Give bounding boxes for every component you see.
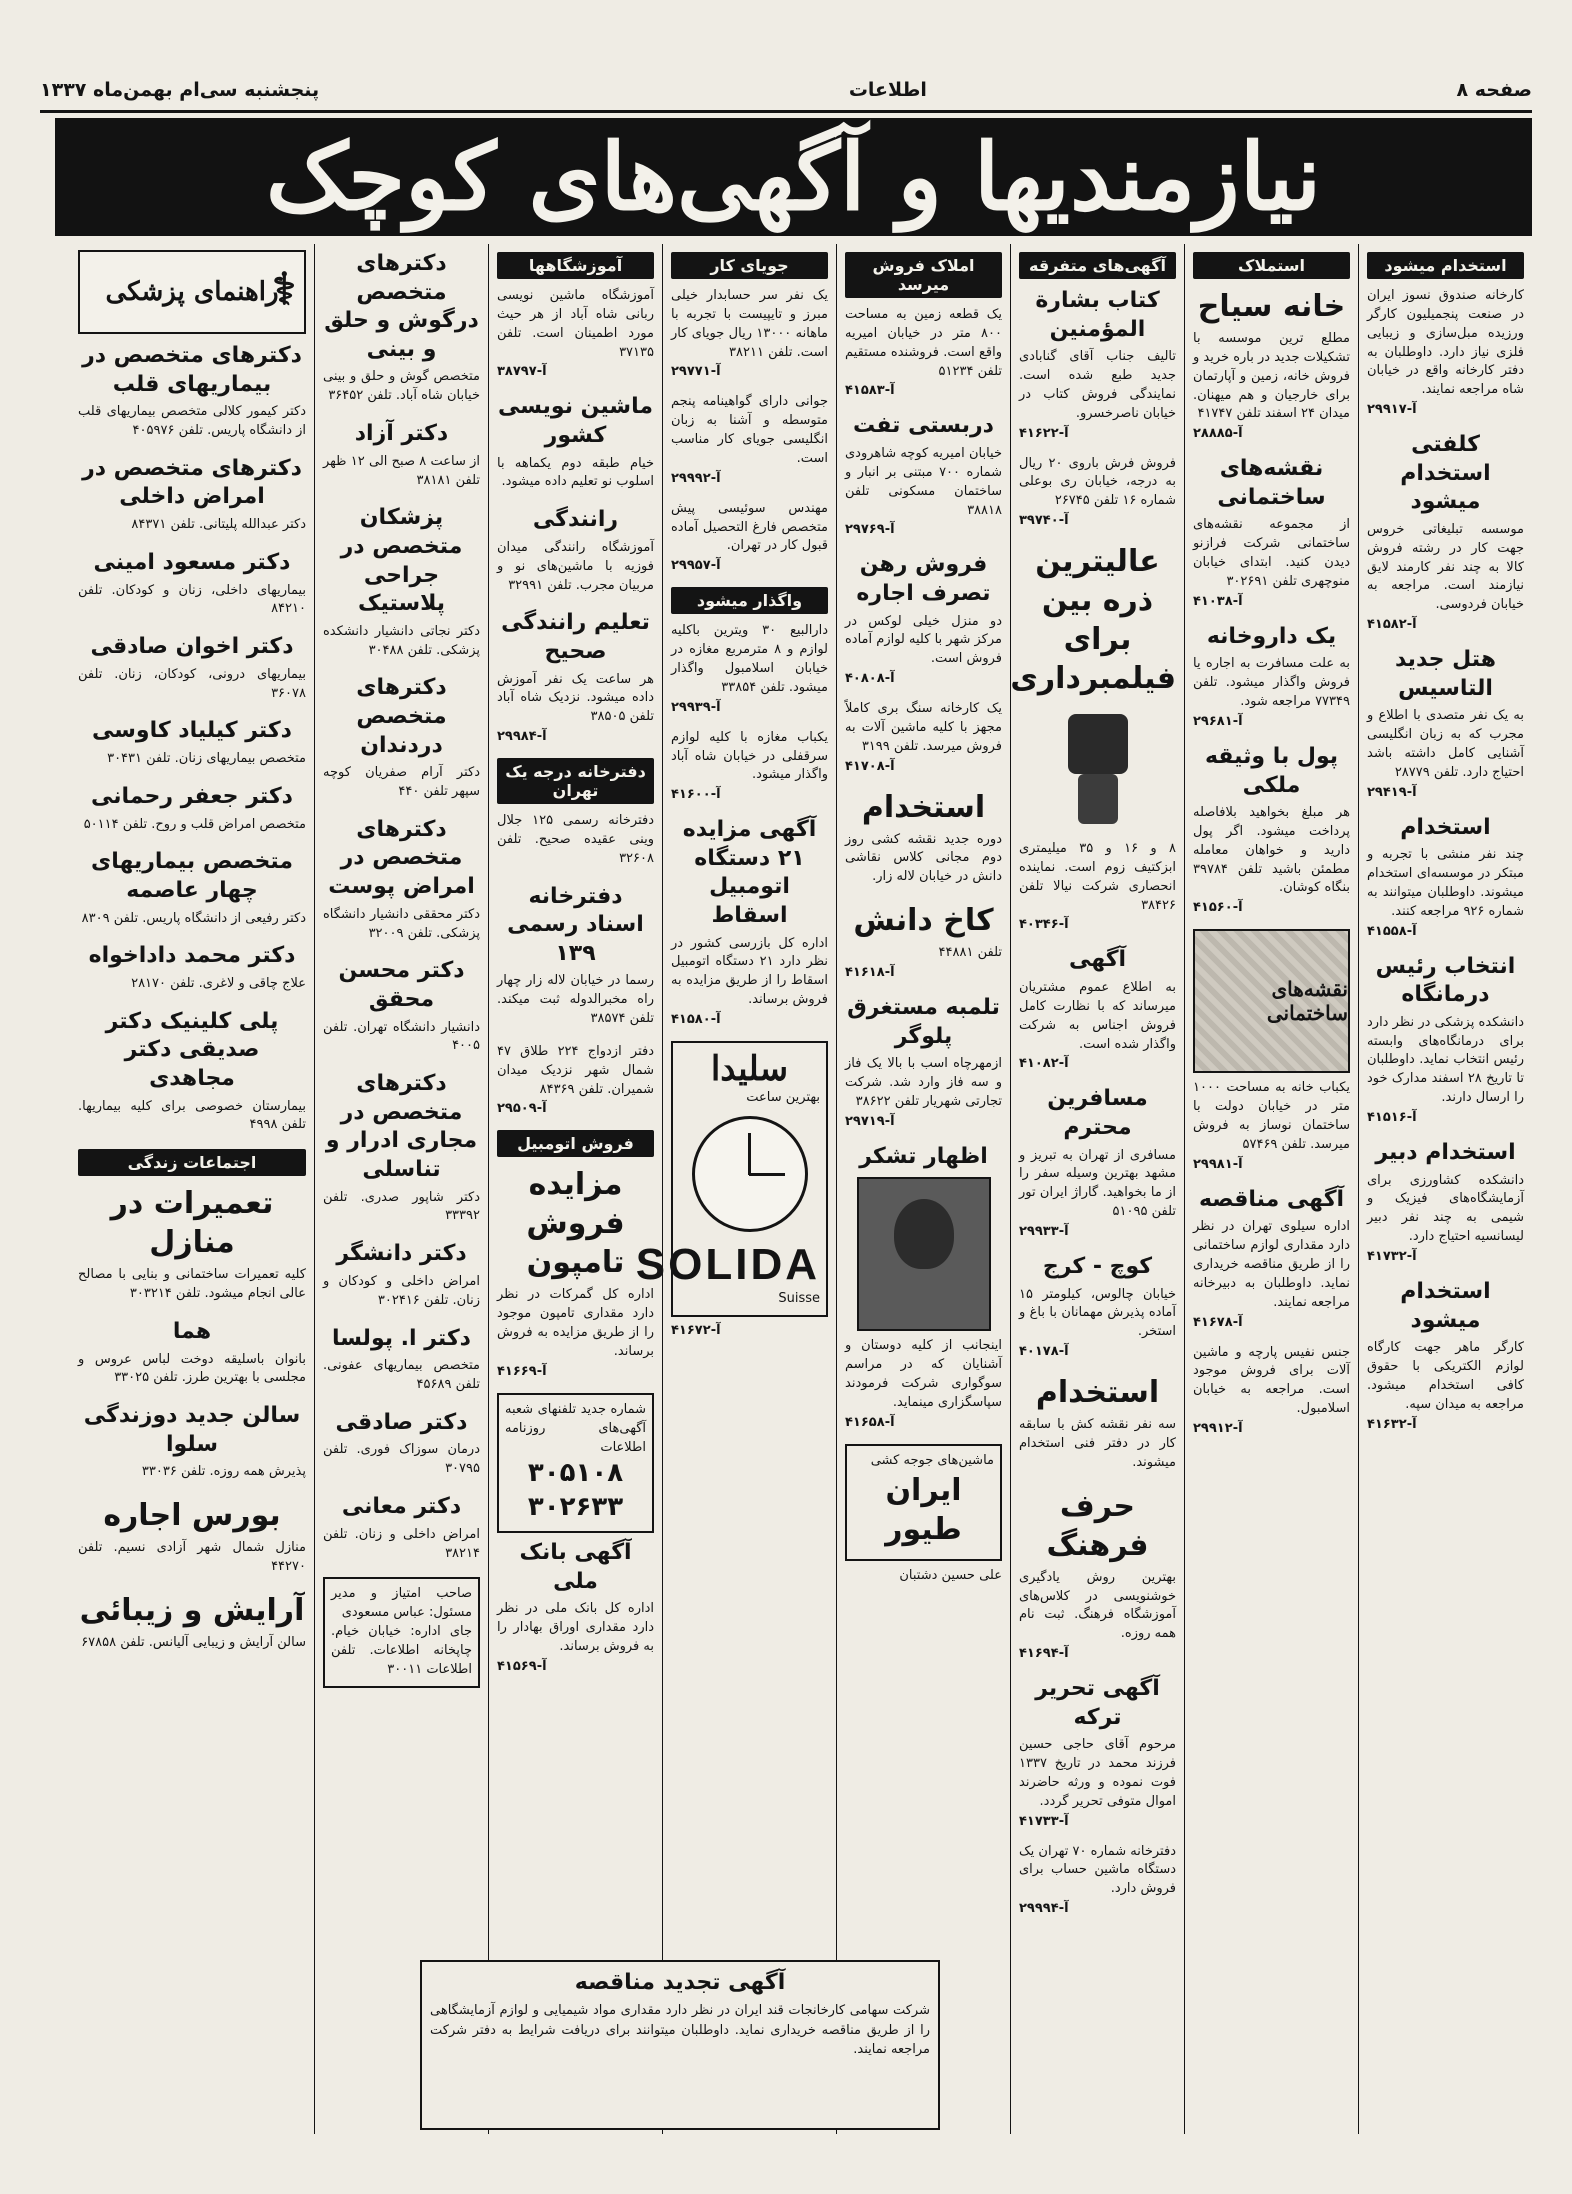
publisher-title: صاحب امتیاز و مدیر مسئول: عباس مسعودی bbox=[331, 1586, 472, 1621]
caduceus-icon: ⚕ bbox=[272, 264, 296, 315]
ad-block bbox=[78, 455, 306, 535]
ad-text: دانشیار دانشگاه تهران. تلفن ۴۰۰۵ bbox=[323, 1019, 480, 1054]
solida-watch-ad bbox=[635, 1041, 828, 1317]
ad-block bbox=[78, 1008, 306, 1135]
poultry-ad bbox=[845, 1444, 1002, 1561]
ad-text: سه نفر نقشه کش با سابقه کار در دفتر فنی استخدام میشوند. bbox=[1019, 1417, 1176, 1470]
ad-text: تالیف جناب آقای گنابادی جدید طبع شده است. نمایندگی فروش کتاب در خیابان ناصرخسرو. bbox=[1019, 349, 1176, 421]
ad-text: دکتر آرام صفریان کوچه سپهر تلفن ۴۴۰ bbox=[323, 765, 480, 800]
ad-block bbox=[1367, 431, 1524, 632]
ad-block bbox=[1367, 953, 1524, 1125]
ad-ref: آ-۳۹۷۴۰ bbox=[1019, 513, 1069, 529]
phone-number: ۳۰۵۱۰۸ bbox=[527, 1458, 624, 1489]
ad-block bbox=[78, 783, 306, 834]
column-1 bbox=[1358, 244, 1532, 2134]
ad-ref: آ-۴۱۵۵۸ bbox=[1367, 923, 1417, 939]
ad-block bbox=[845, 901, 1002, 980]
ad-block bbox=[323, 1325, 480, 1395]
ad-ref: آ-۴۱۵۶۹ bbox=[497, 1658, 547, 1674]
ad-text: اداره کل بانک ملی در نظر دارد مقداری اوراق بهادار را به فروش برساند. bbox=[497, 1601, 654, 1654]
ad-text: فروش فرش باروی ۲۰ ریال به درجه، خیابان ری بوعلی شماره ۱۶ تلفن ۲۶۷۴۵ bbox=[1019, 455, 1177, 509]
ad-title: مزایده فروش تامپون bbox=[526, 1167, 625, 1281]
column-header: آموزشگاهها bbox=[497, 252, 654, 279]
ad-title: عالیترین ذره بین برای فیلمبرداری bbox=[1010, 544, 1176, 697]
ad-block bbox=[1019, 1253, 1176, 1359]
ad-block bbox=[1367, 1139, 1524, 1264]
ad-title: کلفتی استخدام میشود bbox=[1400, 432, 1491, 515]
ad-ref: آ-۴۱۵۱۶ bbox=[1367, 1110, 1417, 1125]
ad-text: به علت مسافرت به اجاره یا فروش واگذار میشود. تلفن ۷۷۳۴۹ مراجعه شود. bbox=[1193, 656, 1350, 710]
ad-title: پزشکان متخصص در جراحی پلاستیک bbox=[340, 505, 463, 617]
ad-title: متخصص بیماریهای چهار عاصمه bbox=[91, 849, 293, 903]
ad-title: تلمبه مستغرق پلوگر bbox=[847, 994, 1000, 1049]
ad-ref: آ-۴۱۰۸۲ bbox=[1019, 1056, 1069, 1072]
ad-ref: آ-۲۹۷۷۱ bbox=[671, 364, 721, 380]
column-4 bbox=[836, 244, 1010, 2134]
ad-block bbox=[1019, 1373, 1176, 1473]
ad-text: موسسه تبلیغاتی خروس جهت کار در رشته فروش کالا به چند نفر کارمند لایق نیازمند است. مراجعه به خیابان فردوسی. bbox=[1367, 521, 1524, 613]
ad-title: دکتر صادقی bbox=[335, 1409, 468, 1435]
ad-title: دکترهای متخصص در امراض پوست bbox=[328, 816, 475, 900]
ad-block bbox=[1019, 946, 1176, 1071]
portrait-photo bbox=[857, 1177, 991, 1331]
ad-block bbox=[671, 816, 828, 1027]
ad-title: آگهی تحریر ترکه bbox=[1035, 1676, 1160, 1730]
ad-text: تلفن ۴۴۸۸۱ bbox=[938, 945, 1002, 961]
page-number: صفحه ۸ bbox=[1456, 79, 1532, 101]
ad-block bbox=[1019, 455, 1176, 529]
ad-text: بیماریهای درونی، کودکان، زنان. تلفن ۳۶۰۷۸ bbox=[78, 666, 306, 701]
ad-block bbox=[497, 1539, 654, 1674]
column-7 bbox=[314, 244, 488, 2134]
ad-text: ۸ و ۱۶ و ۳۵ میلیمتری ابزکتیف زوم است. نماینده انحصاری شرکت نیالا تلفن ۳۸۴۲۶ bbox=[1019, 841, 1176, 913]
ad-text: درمان سوزاک فوری. تلفن ۳۰۷۹۵ bbox=[323, 1442, 480, 1477]
ad-title: ماشین نویسی کشور bbox=[498, 394, 653, 448]
ad-text: دکتر شاپور صدری. تلفن ۳۳۳۹۲ bbox=[323, 1189, 480, 1224]
ad-title: دکتر کیلیاد کاوسی bbox=[92, 718, 292, 744]
poultry-ad-title: ایران طیور bbox=[885, 1472, 962, 1547]
ad-block bbox=[78, 342, 306, 441]
ad-text: دفترخانه شماره ۷۰ تهران یک دستگاه ماشین حساب برای فروش دارد. bbox=[1019, 1843, 1176, 1897]
ad-title: دکتر جعفر رحمانی bbox=[91, 783, 293, 809]
ad-ref: آ-۲۹۹۹۴ bbox=[1019, 1901, 1069, 1917]
ad-text: متخصص بیماریهای زنان. تلفن ۳۰۴۳۱ bbox=[107, 751, 306, 767]
ad-title: پول با وثیقه ملکی bbox=[1204, 743, 1339, 798]
ad-title: استخدام میشود bbox=[1400, 1278, 1491, 1333]
column-header: جویای کار bbox=[671, 252, 828, 279]
column-3 bbox=[1010, 244, 1184, 2134]
ad-ref: آ-۴۱۶۷۸ bbox=[1193, 1314, 1243, 1330]
ad-block bbox=[1019, 1843, 1176, 1917]
ad-text: به اطلاع عموم مشتریان میرساند که با نظارت کامل فروش اجناس به شرکت واگذار شده است. bbox=[1019, 980, 1176, 1052]
ad-columns bbox=[40, 244, 1532, 2134]
ad-block bbox=[78, 1184, 306, 1304]
ad-block bbox=[1193, 455, 1350, 609]
ad-ref: آ-۴۰۳۴۶ bbox=[1019, 917, 1069, 933]
phone-numbers-box bbox=[497, 1393, 654, 1533]
ad-text: هر مبلغ بخواهید بلافاصله پرداخت میشود. اگر پول دارید و خواهان معامله مطمئن باشید تلفن ۳۹۷۸۴ بنگاه کوشان. bbox=[1193, 805, 1350, 896]
ad-ref: آ-۴۱۶۰۰ bbox=[671, 787, 721, 803]
ad-ref: آ-۲۹۹۵۷ bbox=[671, 558, 721, 574]
ad-title: تعمیرات در منازل bbox=[110, 1186, 274, 1261]
ad-ref: آ-۴۱۶۹۴ bbox=[1019, 1646, 1069, 1662]
ad-block bbox=[671, 287, 828, 379]
ad-block bbox=[671, 729, 828, 803]
ad-text: پذیرش همه روزه. تلفن ۳۳۰۳۶ bbox=[141, 1464, 306, 1480]
ad-block bbox=[1367, 646, 1524, 800]
ad-text: مسافری از تهران به تبریز و مشهد بهترین وسیله سفر را از ما بخواهید. گاراژ ایران تور تلفن ۵۱۰۹۵ bbox=[1019, 1147, 1176, 1220]
ad-block bbox=[78, 942, 306, 993]
watch-swiss: Suisse bbox=[778, 1290, 820, 1306]
ad-text: اداره سیلوی تهران در نظر دارد مقداری لوازم ساختمانی را از طریق مناقصه خریداری نماید. داوطلبان به دبیرخانه مراجعه نمایند. bbox=[1193, 1219, 1350, 1310]
ad-text: جنس نفیس پارچه و ماشین آلات برای فروش موجود است. مراجعه به خیابان اسلامبول. bbox=[1193, 1344, 1350, 1417]
ad-block bbox=[671, 393, 828, 485]
poultry-ad-sub: ماشین‌های جوجه کشی bbox=[870, 1452, 994, 1468]
ad-block bbox=[1193, 1344, 1350, 1436]
ad-block bbox=[1010, 542, 1176, 933]
ad-text: بانوان باسلیقه دوخت لباس عروس و مجلسی با بهترین طرز. تلفن ۳۳۰۲۵ bbox=[78, 1351, 306, 1386]
ad-ref: آ-۲۹۹۸۴ bbox=[497, 729, 547, 745]
ad-block bbox=[845, 551, 1002, 686]
ad-text: اداره کل گمرکات در نظر دارد مقداری تامپون موجود را از طریق مزایده به فروش برساند. bbox=[497, 1287, 654, 1359]
ad-text: بیماریهای داخلی، زنان و کودکان. تلفن ۸۴۲۱۰ bbox=[78, 582, 306, 617]
ad-text: مهندس سوئیسی پیش متخصص فارغ التحصیل آماده قبول کار در تهران. bbox=[671, 500, 828, 554]
publisher-text: جای اداره: خیابان خیام. چاپخانه اطلاعات. تلفن اطلاعات ۳۰۰۱۱ bbox=[331, 1624, 472, 1677]
tender-notice bbox=[420, 1960, 940, 2130]
column-header: املاک فروش میرسد bbox=[845, 252, 1002, 298]
column-header: استملاک bbox=[1193, 252, 1350, 279]
ad-text: سالن آرایش و زیبایی آلیانس. تلفن ۶۷۸۵۸ bbox=[81, 1634, 306, 1650]
ad-ref: آ-۴۱۶۶۹ bbox=[497, 1363, 547, 1379]
ad-text: چند نفر منشی با تجربه و مبتکر در موسسه‌ای استخدام میشوند. داوطلبان میتوانند به شماره ۹۲۶ مراجعه کنند. bbox=[1367, 847, 1524, 919]
ad-ref: آ-۲۹۹۸۱ bbox=[1193, 1156, 1243, 1172]
ad-block bbox=[497, 506, 654, 595]
ad-text: متخصص امراض قلب و روح. تلفن ۵۰۱۱۴ bbox=[83, 816, 306, 832]
ad-text: متخصص گوش و حلق و بینی خیابان شاه آباد. تلفن ۳۶۴۵۲ bbox=[323, 369, 480, 404]
ad-title: آگهی مناقصه bbox=[1198, 1186, 1345, 1212]
ad-title: انتخاب رئیس درمانگاه bbox=[1375, 953, 1516, 1008]
column-header: استخدام میشود bbox=[1367, 252, 1524, 279]
ad-block bbox=[1193, 1079, 1350, 1171]
ad-text: دفترخانه رسمی ۱۲۵ جلال وینی عقیده صحیح. تلفن ۳۲۶۰۸ bbox=[497, 813, 654, 866]
ad-text: دارالبیع ۳۰ ویترین باکلیه لوازم و ۸ مترمربع مغازه در خیابان اسلامبول واگذار میشود. تلفن ۳۳۸۵۴ bbox=[671, 623, 828, 695]
ad-title: آگهی bbox=[1068, 947, 1127, 973]
ad-block bbox=[323, 1240, 480, 1310]
ad-title: اظهار تشکر bbox=[859, 1143, 988, 1169]
ad-text: بیمارستان خصوصی برای کلیه بیماریها. تلفن ۴۹۹۸ bbox=[78, 1098, 306, 1133]
ad-block bbox=[323, 816, 480, 943]
publisher-box bbox=[323, 1577, 480, 1687]
ad-ref: آ-۲۹۹۳۳ bbox=[1019, 1224, 1069, 1239]
ad-text: کلیه تعمیرات ساختمانی و بنایی با مصالح عالی انجام میشود. تلفن ۳۰۳۲۱۴ bbox=[78, 1267, 306, 1302]
medical-guide-banner bbox=[78, 250, 306, 334]
ad-block bbox=[497, 1165, 654, 1378]
ad-block bbox=[323, 957, 480, 1056]
ad-block bbox=[78, 848, 306, 928]
ad-block bbox=[78, 1402, 306, 1482]
ad-text: اینجانب از کلیه دوستان و آشنایان که در مراسم سوگواری شرکت فرمودند سپاسگزاری مینماید. bbox=[845, 1338, 1002, 1410]
ad-ref: آ-۴۱۵۸۰ bbox=[671, 1011, 721, 1027]
ad-block bbox=[1193, 743, 1350, 915]
ad-ref: آ-۲۹۵۰۹ bbox=[497, 1101, 547, 1117]
ad-title: استخدام bbox=[861, 789, 986, 825]
ad-text: مرحوم آقای حاجی حسین فرزند محمد در تاریخ ۱۳۳۷ فوت نموده و ورثه حاضرند اموال متوفی تحریر گردد. bbox=[1019, 1737, 1176, 1809]
paper-name: اطلاعات bbox=[848, 79, 927, 101]
ad-block bbox=[78, 549, 306, 619]
ad-title: سالن جدید دوزندگی سلوا bbox=[83, 1403, 301, 1457]
column-subheader: دفترخانه درجه یک تهران bbox=[497, 758, 654, 804]
ad-block bbox=[323, 1493, 480, 1563]
ad-block bbox=[497, 883, 654, 1029]
ad-ref: آ-۴۱۰۳۸ bbox=[1193, 593, 1243, 609]
ad-ref: آ-۴۱۶۲۲ bbox=[1019, 425, 1069, 441]
ad-block bbox=[845, 412, 1002, 537]
ad-title: نقشه‌های ساختمانی bbox=[1217, 456, 1326, 510]
column-6 bbox=[488, 244, 662, 2134]
ad-ref: آ-۲۹۹۱۷ bbox=[1367, 402, 1417, 418]
ad-text: از ساعت ۸ صبح الی ۱۲ ظهر تلفن ۳۸۱۸۱ bbox=[323, 453, 480, 488]
ad-text: مطلع ترین موسسه با تشکیلات جدید در باره خرید و فروش خانه، زمین و آپارتمان برای خارجیان و هم میهنان. میدان ۲۴ اسفند تلفن ۴۱۷۴۷ bbox=[1193, 331, 1350, 422]
ad-ref: آ-۴۰۸۰۸ bbox=[845, 671, 895, 687]
ad-ref: آ-۴۱۵۶۰ bbox=[1193, 900, 1243, 916]
ad-block bbox=[497, 609, 654, 744]
ad-text: دانشکده پزشکی در نظر دارد برای درمانگاه‌های وابسته رئیس انتخاب نماید. داوطلبان تا تاریخ ۲۸ اسفند مدارک خود را ارسال دارند. bbox=[1367, 1014, 1525, 1106]
section-masthead: نیازمندیها و آگهی‌های کوچک bbox=[55, 118, 1532, 236]
ad-text: یک کارخانه سنگ بری کاملاً مجهز با کلیه ماشین آلات به فروش میرسد. تلفن ۳۱۹۹ bbox=[845, 701, 1002, 754]
ad-ref: آ-۴۱۷۳۲ bbox=[1367, 1248, 1417, 1264]
ad-text: کارگر ماهر جهت کارگاه لوازم الکتریکی با حقوق کافی استخدام میشود. مراجعه به میدان سپه. bbox=[1367, 1340, 1524, 1412]
ad-ref: آ-۴۱۷۰۸ bbox=[845, 758, 895, 774]
watch-icon bbox=[692, 1116, 808, 1232]
ad-text: هر ساعت یک نفر آموزش داده میشود. نزدیک شاه آباد تلفن ۳۸۵۰۵ bbox=[497, 671, 654, 725]
ad-text: یکباب مغازه با کلیه لوازم سرقفلی در خیابان شاه آباد واگذار میشود. bbox=[671, 729, 828, 783]
ad-title: خانه سیاح bbox=[1197, 289, 1346, 324]
ad-ref: آ-۴۱۷۳۳ bbox=[1019, 1813, 1069, 1829]
ad-text: دکتر رفیعی از دانشگاه پاریس. تلفن ۸۳۰۹ bbox=[81, 910, 306, 926]
ad-block bbox=[1019, 1085, 1176, 1239]
ad-ref: آ-۲۸۸۸۵ bbox=[1193, 426, 1243, 442]
ad-title: دکتر محمد داداخواه bbox=[88, 943, 296, 969]
photo-caption: علی حسین دشتبان bbox=[899, 1567, 1002, 1583]
ad-title: دکتر محسن محقق bbox=[338, 958, 465, 1012]
ad-block bbox=[1019, 1675, 1176, 1829]
ad-text: جوانی دارای گواهینامه پنجم متوسطه و آشنا به زبان انگلیسی جویای کار مناسب است. bbox=[671, 394, 828, 466]
ad-block bbox=[1019, 1487, 1176, 1661]
ad-block bbox=[78, 1496, 306, 1577]
ad-ref: آ-۴۱۶۳۲ bbox=[1367, 1416, 1417, 1432]
ad-text: از مجموعه نقشه‌های ساختمانی شرکت فرازنو دیدن کنید. ابتدای خیابان منوچهری تلفن ۳۰۲۶۹۱ bbox=[1193, 517, 1350, 589]
tender-title: آگهی تجدید مناقصه bbox=[574, 1970, 786, 1995]
ad-ref: آ-۲۹۷۱۹ bbox=[845, 1113, 895, 1129]
phone-number: ۳۰۲۶۳۳ bbox=[527, 1492, 624, 1523]
ad-title: استخدام دبیر bbox=[1375, 1140, 1516, 1165]
ad-block bbox=[845, 788, 1002, 888]
social-banner: اجتماعات زندگی bbox=[78, 1149, 306, 1176]
ad-block bbox=[671, 622, 828, 714]
ad-text: به یک نفر متصدی با اطلاع و مجرب که به زبان انگلیسی آشنایی کامل داشته باشد احتیاج دارد. تلفن ۲۸۷۷۹ bbox=[1367, 708, 1524, 780]
column-header: آگهی‌های متفرقه bbox=[1019, 252, 1176, 279]
building-plans-illustration: نقشه‌های ساختمانی bbox=[1193, 929, 1350, 1073]
ad-text: اداره کل بازرسی کشور در نظر دارد ۲۱ دستگاه اتومبیل اسقاط را از طریق مزایده به فروش برساند. bbox=[671, 935, 829, 1008]
ad-block bbox=[323, 674, 480, 801]
ad-ref: آ-۲۹۶۸۱ bbox=[1193, 713, 1243, 729]
ad-ref: آ-۴۰۱۷۸ bbox=[1019, 1344, 1069, 1360]
ad-title: دکتر آزاد bbox=[354, 421, 449, 447]
ad-text: آموزشگاه ماشین نویسی ربانی شاه آباد از هر حیث مورد اطمینان است. تلفن ۳۷۱۳۵ bbox=[497, 288, 654, 360]
ad-title: یک داروخانه bbox=[1206, 623, 1337, 649]
ad-title: هما bbox=[172, 1318, 212, 1344]
ad-text: دکتر نجاتی دانشیار دانشکده پزشکی. تلفن ۳۰۴۸۸ bbox=[323, 623, 480, 658]
ad-text: ازمهرچاه اسب با بالا یک فاز و سه فاز وارد شد. شرکت تجارتی شهریار تلفن ۳۸۶۲۲ bbox=[845, 1056, 1002, 1109]
ad-text: متخصص بیماریهای عفونی. تلفن ۴۵۶۸۹ bbox=[323, 1358, 480, 1392]
ad-text: دو منزل خیلی لوکس در مرکز شهر با کلیه لوازم آماده فروش است. bbox=[845, 613, 1002, 667]
ad-text: دکتر محققی دانشیار دانشگاه پزشکی. تلفن ۳۲۰۰۹ bbox=[323, 906, 480, 941]
ad-text: منازل شمال شهر آزادی نسیم. تلفن ۴۴۲۷۰ bbox=[78, 1540, 306, 1575]
ad-title: بورس اجاره bbox=[103, 1498, 281, 1534]
ad-title: رانندگی bbox=[532, 507, 619, 533]
ad-title: دکتر معانی bbox=[341, 1494, 462, 1520]
ad-title: پلی کلینیک دکتر صدیقی دکتر مجاهدی bbox=[105, 1008, 279, 1091]
ad-block bbox=[1193, 623, 1350, 729]
ad-text: دفتر ازدواج ۲۲۴ طلاق ۴۷ شمال شهر نزدیک میدان شمیران. تلفن ۸۴۳۶۹ bbox=[497, 1043, 654, 1097]
ad-block bbox=[671, 500, 828, 574]
ad-title: آرایش و زیبائی bbox=[79, 1592, 305, 1628]
ad-text: دانشکده کشاورزی برای آزمایشگاه‌های فیزیک و شیمی به چند نفر دبیر لیسانسیه احتیاج دارد. bbox=[1367, 1172, 1524, 1245]
issue-date: پنجشنبه سی‌ام بهمن‌ماه ۱۳۳۷ bbox=[40, 79, 320, 101]
ad-block bbox=[1193, 287, 1350, 441]
ad-title: دکتر دانشگر bbox=[336, 1241, 467, 1267]
ad-title: دکتر ا. پولسا bbox=[332, 1325, 471, 1351]
watch-brand-fa: سلیدا bbox=[710, 1048, 789, 1089]
ad-text: دکتر عبدالله پلیتانی. تلفن ۸۴۳۷۱ bbox=[131, 517, 306, 533]
column-2 bbox=[1184, 244, 1358, 2134]
ad-text: امراض داخلی و زنان. تلفن ۳۸۲۱۴ bbox=[323, 1526, 480, 1561]
column-5 bbox=[635, 244, 836, 2134]
ad-text: امراض داخلی و کودکان و زنان. تلفن ۳۰۲۴۱۶ bbox=[323, 1273, 480, 1308]
ad-block bbox=[497, 1043, 654, 1117]
column-8 bbox=[70, 244, 314, 2134]
column-subheader: واگذار میشود bbox=[671, 587, 828, 614]
ad-title: استخدام bbox=[1400, 814, 1491, 840]
ad-block bbox=[323, 504, 480, 660]
ad-title: دربستی تفت bbox=[853, 413, 994, 439]
ad-ref: آ-۲۹۹۳۹ bbox=[671, 699, 721, 715]
phones-title: شماره جدید تلفنهای شعبه آگهی‌های روزنامه اطلاعات bbox=[505, 1401, 646, 1455]
watch-tagline: بهترین ساعت bbox=[746, 1089, 820, 1105]
ad-text: خیابان امیریه کوچه شاهرودی شماره ۷۰۰ مبتنی بر انبار و ساختمان مسکونی تلفن ۳۸۸۱۸ bbox=[845, 445, 1002, 518]
ad-block bbox=[323, 1409, 480, 1479]
ad-title: دکترهای متخصص دردندان bbox=[356, 675, 447, 758]
ad-block bbox=[497, 812, 654, 869]
ad-text: دوره جدید نقشه کشی روز دوم مجانی کلاس نقاشی دانش در خیابان لاله زار. bbox=[845, 831, 1002, 885]
ad-text: دکتر کیمور کلالی متخصص بیماریهای قلب از دانشگاه پاریس. تلفن ۴۰۵۹۷۶ bbox=[78, 404, 306, 439]
ad-title: دکتر اخوان صادقی bbox=[90, 634, 294, 660]
watch-brand-en: SOLIDA bbox=[635, 1239, 820, 1289]
ad-text: خیابان چالوس، کیلومتر ۱۵ آماده پذیرش مهمانان با باغ و استخر. bbox=[1019, 1286, 1176, 1340]
ad-ref: آ-۴۱۵۸۳ bbox=[845, 383, 895, 399]
ad-block bbox=[78, 1318, 306, 1388]
ad-title: دکترهای متخصص در مجاری ادرار و تناسلی bbox=[325, 1071, 478, 1182]
ad-block bbox=[1367, 1278, 1524, 1432]
ad-text: آموزشگاه رانندگی میدان فوزیه با ماشین‌های نو و مربیان مجرب. تلفن ۳۲۹۹۱ bbox=[497, 539, 654, 593]
ad-title: هتل جدید التاسیس bbox=[1394, 647, 1497, 701]
ad-text: رسما در خیابان لاله زار چهار راه مخبرالدوله ثبت میکند. تلفن ۳۸۵۷۴ bbox=[497, 973, 654, 1027]
ad-title: کاخ دانش bbox=[853, 903, 994, 939]
ad-ref: آ-۴۱۶۷۲ bbox=[671, 1322, 721, 1338]
ad-ref: آ-۴۱۶۱۸ bbox=[845, 964, 895, 980]
ad-block bbox=[845, 700, 1002, 774]
ad-title: حرف فرهنگ bbox=[1046, 1488, 1149, 1563]
ad-title: مسافرین محترم bbox=[1047, 1086, 1148, 1141]
ad-title: فروش رهن تصرف اجاره bbox=[856, 552, 991, 606]
column-subheader: فروش اتومبیل bbox=[497, 1130, 654, 1157]
ad-text: علاج چاقی و لاغری. تلفن ۲۸۱۷۰ bbox=[131, 975, 306, 991]
tender-text: شرکت سهامی کارخانجات قند ایران در نظر دارد مقداری مواد شیمیایی و لوازم آزمایشگاهی را از طریق مناقصه خریداری نماید. داوطلبان میتوانند برای دریافت شرایط به دفتر شرکت مراجعه نمایند. bbox=[430, 2003, 930, 2057]
ad-title: دکتر مسعود امینی bbox=[93, 549, 291, 575]
ad-text: یک نفر سر حسابدار خیلی مبرز و تایپیست با تجربه با ماهانه ۱۳۰۰۰ ریال جویای کار است. تلفن ۳۸۲۱۱ bbox=[671, 288, 828, 360]
ad-ref: آ-۴۱۵۸۲ bbox=[1367, 617, 1417, 633]
ad-title: کتاب بشارة المؤمنین bbox=[1035, 288, 1160, 342]
ad-title: استخدام bbox=[1035, 1375, 1160, 1411]
ad-title: کوچ - کرج bbox=[1042, 1254, 1153, 1279]
ad-block bbox=[845, 994, 1002, 1129]
ad-text: بهترین روش یادگیری خوشنویسی در کلاس‌های آموزشگاه فرهنگ. ثبت نام همه روزه. bbox=[1019, 1569, 1176, 1642]
ad-text: یک قطعه زمین به مساحت ۸۰۰ متر در خیابان امیریه واقع است. فروشنده مستقیم تلفن ۵۱۲۳۴ bbox=[845, 307, 1002, 379]
ad-title: تعلیم رانندگی صحیح bbox=[501, 610, 650, 664]
ad-block bbox=[1367, 814, 1524, 939]
ad-block bbox=[497, 393, 654, 492]
ad-ref: آ-۲۹۹۱۲ bbox=[1193, 1420, 1243, 1436]
ad-title: آگهی بانک ملی bbox=[519, 1539, 632, 1594]
ad-block bbox=[323, 250, 480, 406]
ad-title: دکترهای متخصص درگوش و حلق و بینی bbox=[324, 251, 479, 362]
ad-title: آگهی مزایده ۲۱ دستگاه اتومبیل اسقاط bbox=[682, 817, 817, 928]
ad-block bbox=[845, 306, 1002, 398]
ad-block bbox=[323, 1070, 480, 1226]
ad-text: کارخانه صندوق نسوز ایران در صنعت پنجمیلیون کارگر ورزیده مبل‌سازی و زیبایی فلزی نیاز دارد. داوطلبان به دفتر کارخانه واقع در خیابان شاه مراجعه نمایند. bbox=[1367, 288, 1524, 398]
medical-banner-label: راهنمای پزشکی bbox=[105, 277, 279, 307]
ad-title: دکترهای متخصص در بیماریهای قلب bbox=[82, 343, 302, 397]
ad-block bbox=[78, 633, 306, 703]
page-header bbox=[40, 70, 1532, 113]
ad-block bbox=[497, 287, 654, 379]
camera-icon bbox=[1038, 704, 1158, 834]
ad-block bbox=[78, 717, 306, 768]
ad-ref: آ-۲۹۷۶۹ bbox=[845, 522, 895, 538]
ad-ref: آ-۲۹۹۹۲ bbox=[671, 470, 721, 486]
ad-title: دکترهای متخصص در امراض داخلی bbox=[82, 455, 302, 510]
ad-ref: آ-۳۸۷۹۷ bbox=[497, 364, 547, 380]
ad-text: خیام طبقه دوم یکماهه با اسلوب نو تعلیم داده میشود. bbox=[497, 455, 654, 490]
ad-block bbox=[1367, 287, 1524, 417]
ad-ref: آ-۴۱۶۵۸ bbox=[845, 1414, 895, 1430]
ad-title: دفترخانه اسناد رسمی ۱۳۹ bbox=[507, 883, 644, 966]
ad-block bbox=[78, 1591, 306, 1653]
ad-text: یکباب خانه به مساحت ۱۰۰۰ متر در خیابان دولت با ساختمان نوساز به فروش میرسد. تلفن ۵۷۴۶۹ bbox=[1193, 1080, 1350, 1152]
ad-ref: آ-۲۹۴۱۹ bbox=[1367, 784, 1417, 800]
ad-block bbox=[323, 420, 480, 490]
ad-block bbox=[1019, 287, 1176, 441]
ad-block bbox=[845, 1143, 1002, 1430]
ad-block bbox=[1193, 1186, 1350, 1330]
